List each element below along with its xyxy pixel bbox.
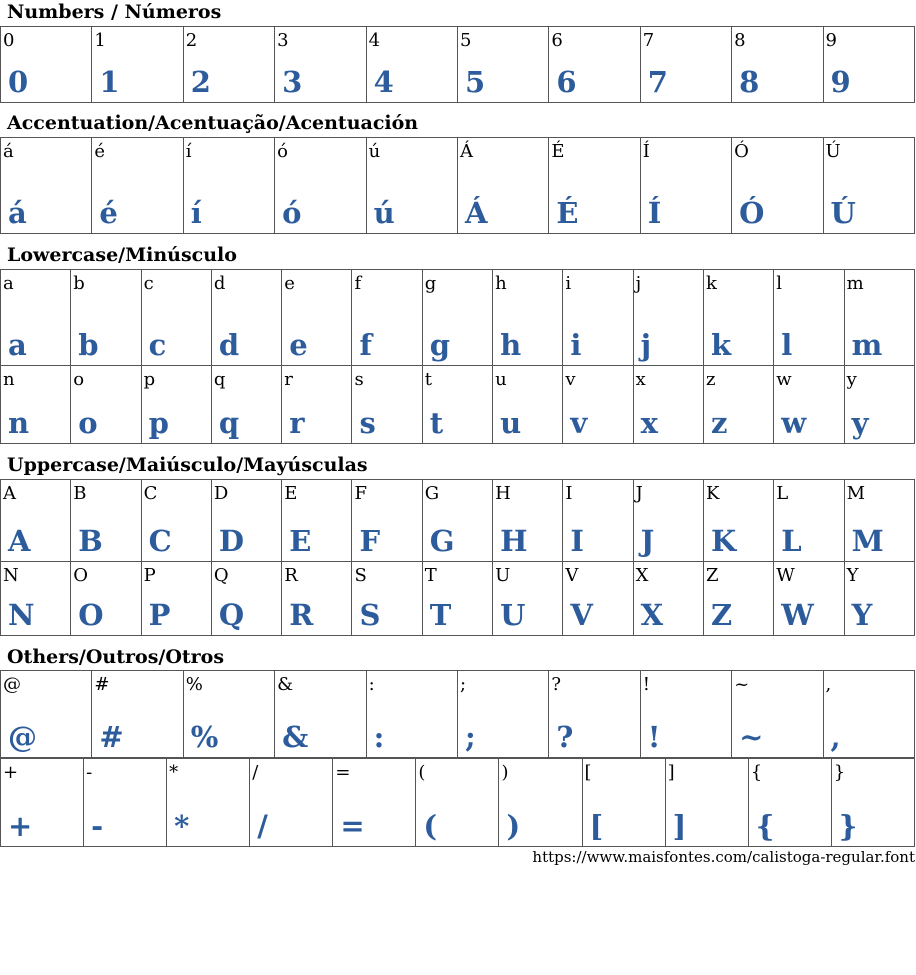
glyph-cell [493,480,563,562]
glyph-label: { [750,762,763,783]
glyph-cell [275,671,366,758]
glyph-cell [275,138,366,234]
glyph-cell [416,759,499,847]
glyph-cell [633,480,703,562]
glyph-sample: J [640,524,655,558]
lowercase-row-2 [1,366,915,444]
glyph-label: Á [459,141,473,162]
glyph-cell [211,366,281,444]
glyph-label: Ó [734,141,749,162]
uppercase-row-2 [1,562,915,636]
glyph-sample: @ [8,720,37,754]
glyph-label: ( [418,762,426,783]
glyph-cell [183,138,274,234]
glyph-label: u [495,369,507,390]
glyph-sample: p [148,406,169,440]
glyph-label: ? [551,674,561,695]
glyph-cell [633,366,703,444]
glyph-sample: S [359,598,381,632]
glyph-label: R [284,565,298,586]
glyph-label: C [143,483,158,504]
glyph-label: b [73,273,85,294]
glyph-cell [250,759,333,847]
glyph-cell [84,759,167,847]
glyph-sample: o [78,406,98,440]
glyph-label: i [565,273,572,294]
glyph-sample: Q [218,598,245,632]
glyph-label: n [3,369,15,390]
glyph-cell [563,366,633,444]
glyph-sample: 6 [556,65,577,99]
glyph-sample: L [781,524,802,558]
glyph-cell [366,138,457,234]
others-row-2 [1,759,915,847]
glyph-cell [703,480,773,562]
glyph-cell [844,480,914,562]
glyph-label: / [252,762,259,783]
glyph-sample: s [359,406,376,440]
glyph-label: [ [584,762,592,783]
glyph-cell [582,759,665,847]
glyph-sample: Í [647,196,662,230]
glyph-sample: ? [556,720,574,754]
glyph-sample: k [710,328,732,362]
glyph-cell [732,27,823,103]
others-grid-2 [0,758,915,847]
numbers-grid [0,26,915,103]
glyph-label: a [3,273,14,294]
glyph-cell [282,366,352,444]
glyph-label: 2 [185,30,198,51]
glyph-sample: r [289,406,305,440]
glyph-label: 0 [3,30,15,51]
glyph-cell [422,480,492,562]
glyph-label: w [776,369,792,390]
glyph-sample: ] [672,809,687,843]
glyph-cell [282,562,352,636]
glyph-label: @ [3,674,21,695]
glyph-label: L [776,483,789,504]
glyph-cell [92,138,183,234]
glyph-label: P [143,565,156,586]
glyph-cell [211,562,281,636]
glyph-sample: 5 [464,65,486,99]
glyph-label: } [833,762,846,783]
glyph-sample: b [78,328,99,362]
glyph-cell [703,366,773,444]
glyph-sample: / [257,809,268,843]
glyph-label: * [169,762,179,783]
glyph-sample: + [8,809,33,843]
glyph-cell [1,759,84,847]
glyph-sample: = [340,809,365,843]
glyph-sample: } [838,809,858,843]
glyph-sample: D [218,524,245,558]
glyph-label: d [213,273,226,294]
glyph-cell [71,270,141,366]
glyph-sample: í [190,196,202,230]
glyph-cell [352,480,422,562]
glyph-cell [633,270,703,366]
glyph-cell [282,480,352,562]
glyph-sample: v [570,406,588,440]
source-url: https://www.maisfontes.com/calistoga-regular.font [532,848,915,866]
glyph-label: X [635,565,649,586]
glyph-cell [141,270,211,366]
glyph-sample: : [373,720,385,754]
glyph-cell [831,759,914,847]
glyph-cell [352,562,422,636]
glyph-label: ) [501,762,509,783]
glyph-label: 3 [277,30,289,51]
glyph-label: ; [459,674,467,695]
glyph-label: g [424,273,437,294]
glyph-cell [1,366,71,444]
glyph-label: I [565,483,573,504]
glyph-label: í [185,141,192,162]
glyph-label: - [86,762,93,783]
glyph-cell [71,562,141,636]
glyph-cell [1,27,92,103]
glyph-sample: É [556,196,579,230]
glyph-sample: - [91,809,104,843]
glyph-sample: H [500,524,528,558]
glyph-cell [493,562,563,636]
glyph-sample: t [429,406,444,440]
glyph-cell [211,270,281,366]
glyph-cell [457,671,548,758]
glyph-label: J [635,483,643,504]
glyph-label: E [284,483,298,504]
glyph-cell [167,759,250,847]
glyph-label: á [3,141,14,162]
glyph-sample: h [500,328,522,362]
glyph-label: W [776,565,795,586]
glyph-cell [493,270,563,366]
glyph-sample: W [781,598,814,632]
glyph-cell [366,671,457,758]
glyph-sample: N [8,598,35,632]
glyph-label: 7 [642,30,655,51]
glyph-sample: B [78,524,103,558]
glyph-sample: 8 [739,65,760,99]
glyph-sample: V [570,598,593,632]
glyph-sample: w [781,406,807,440]
accentuation-grid [0,137,915,234]
glyph-cell [183,671,274,758]
glyph-sample: Ó [739,196,765,230]
glyph-sample: F [359,524,381,558]
glyph-sample: C [148,524,172,558]
glyph-cell [352,366,422,444]
glyph-sample: ; [464,720,476,754]
uppercase-section-title: Uppercase/Maiúsculo/Mayúsculas [7,454,368,476]
numbers-row [1,27,915,103]
glyph-label: S [354,565,367,586]
glyph-label: k [705,273,717,294]
glyph-label: 6 [551,30,563,51]
glyph-sample: 3 [282,65,303,99]
glyph-label: M [846,483,865,504]
glyph-cell [774,480,844,562]
glyph-cell [732,138,823,234]
numbers-section-title: Numbers / Números [7,1,222,23]
glyph-label: D [213,483,229,504]
glyph-cell [703,562,773,636]
glyph-sample: X [640,598,664,632]
glyph-label: v [565,369,576,390]
glyph-cell [1,480,71,562]
glyph-sample: # [99,720,124,754]
glyph-sample: U [500,598,526,632]
glyph-cell [640,671,731,758]
others-section-title: Others/Outros/Otros [7,646,225,668]
glyph-sample: P [148,598,171,632]
glyph-sample: R [289,598,314,632]
glyph-sample: { [755,809,775,843]
glyph-sample: a [8,328,27,362]
glyph-label: H [495,483,511,504]
glyph-label: ] [667,762,675,783]
others-row-1 [1,671,915,758]
glyph-sample: % [190,720,219,754]
glyph-label: F [354,483,367,504]
glyph-label: ! [642,674,650,695]
accentuation-row [1,138,915,234]
glyph-label: z [705,369,716,390]
glyph-label: Y [846,565,859,586]
glyph-label: 4 [368,30,381,51]
glyph-label: ó [277,141,289,162]
glyph-sample: l [781,328,793,362]
glyph-cell [748,759,831,847]
glyph-cell [1,562,71,636]
glyph-cell [563,270,633,366]
glyph-label: t [424,369,433,390]
glyph-label: 1 [94,30,106,51]
glyph-label: 8 [734,30,746,51]
glyph-sample: Á [464,196,488,230]
glyph-cell [549,671,640,758]
glyph-sample: n [8,406,30,440]
glyph-cell [1,270,71,366]
glyph-cell [640,138,731,234]
glyph-cell [71,366,141,444]
glyph-label: p [143,369,156,390]
glyph-sample: 0 [8,65,29,99]
glyph-sample: * [174,809,190,843]
glyph-sample: 2 [190,65,211,99]
glyph-cell [1,671,92,758]
glyph-sample: 9 [830,65,851,99]
glyph-label: s [354,369,364,390]
glyph-sample: g [429,328,451,362]
glyph-sample: ó [282,196,302,230]
glyph-cell [640,27,731,103]
glyph-sample: ú [373,196,395,230]
glyph-cell [665,759,748,847]
glyph-sample: z [710,406,728,440]
glyph-sample: ) [506,809,521,843]
glyph-label: ú [368,141,381,162]
glyph-cell [352,270,422,366]
glyph-cell [563,480,633,562]
glyph-label: Z [705,565,719,586]
glyph-label: ~ [734,674,750,695]
glyph-cell [844,562,914,636]
glyph-sample: y [851,406,869,440]
glyph-cell [774,562,844,636]
glyph-cell [774,270,844,366]
glyph-label: é [94,141,106,162]
glyph-sample: i [570,328,582,362]
glyph-label: o [73,369,85,390]
glyph-cell [422,270,492,366]
uppercase-row-1 [1,480,915,562]
glyph-cell [1,138,92,234]
glyph-sample: , [830,720,841,754]
glyph-cell [823,671,914,758]
glyph-label: , [825,674,832,695]
glyph-label: h [495,273,507,294]
glyph-label: e [284,273,295,294]
glyph-cell [844,366,914,444]
lowercase-grid [0,269,915,444]
glyph-sample: G [429,524,455,558]
glyph-sample: Y [851,598,873,632]
glyph-sample: u [500,406,522,440]
glyph-label: U [495,565,511,586]
glyph-cell [499,759,582,847]
glyph-sample: d [218,328,240,362]
glyph-cell [422,562,492,636]
glyph-label: A [3,483,16,504]
uppercase-grid [0,479,915,636]
glyph-label: = [335,762,351,783]
others-grid-1 [0,670,915,758]
glyph-sample: T [429,598,452,632]
glyph-cell [732,671,823,758]
glyph-cell [141,562,211,636]
glyph-cell [92,27,183,103]
glyph-sample: Z [710,598,733,632]
glyph-label: j [635,273,642,294]
lowercase-row-1 [1,270,915,366]
glyph-cell [282,270,352,366]
glyph-cell [493,366,563,444]
glyph-label: # [94,674,110,695]
glyph-label: q [213,369,226,390]
glyph-cell [211,480,281,562]
glyph-label: x [635,369,646,390]
glyph-cell [71,480,141,562]
glyph-sample: A [8,524,31,558]
glyph-cell [183,27,274,103]
glyph-label: % [185,674,203,695]
glyph-label: f [354,273,362,294]
glyph-label: É [551,141,565,162]
glyph-cell [774,366,844,444]
glyph-sample: M [851,524,884,558]
glyph-label: Ú [825,141,841,162]
glyph-sample: K [710,524,737,558]
glyph-label: + [3,762,19,783]
glyph-label: O [73,565,89,586]
glyph-cell [549,138,640,234]
glyph-cell [457,27,548,103]
glyph-cell [92,671,183,758]
glyph-cell [141,480,211,562]
glyph-sample: q [218,406,240,440]
glyph-cell [366,27,457,103]
glyph-label: T [424,565,437,586]
glyph-label: & [277,674,294,695]
glyph-label: r [284,369,293,390]
glyph-label: 5 [459,30,472,51]
glyph-label: y [846,369,857,390]
glyph-cell [823,138,914,234]
glyph-label: m [846,273,864,294]
glyph-sample: m [851,328,883,362]
glyph-cell [844,270,914,366]
glyph-label: V [565,565,579,586]
glyph-label: : [368,674,375,695]
glyph-sample: 1 [99,65,120,99]
glyph-sample: 7 [647,65,668,99]
glyph-sample: 4 [373,65,394,99]
glyph-label: K [705,483,720,504]
glyph-sample: ( [423,809,438,843]
glyph-label: B [73,483,87,504]
glyph-label: l [776,273,783,294]
glyph-sample: Ú [830,196,856,230]
glyph-sample: f [359,328,372,362]
glyph-cell [563,562,633,636]
accentuation-section-title: Accentuation/Acentuação/Acentuación [7,112,419,134]
glyph-cell [703,270,773,366]
glyph-sample: x [640,406,658,440]
glyph-label: N [3,565,19,586]
glyph-sample: I [570,524,584,558]
glyph-sample: e [289,328,308,362]
glyph-cell [823,27,914,103]
glyph-cell [549,27,640,103]
glyph-cell [422,366,492,444]
glyph-cell [275,27,366,103]
glyph-sample: ~ [739,720,764,754]
glyph-label: Í [642,141,650,162]
glyph-sample: O [78,598,104,632]
glyph-label: Q [213,565,229,586]
glyph-sample: é [99,196,118,230]
glyph-cell [457,138,548,234]
glyph-cell [633,562,703,636]
glyph-sample: c [148,328,167,362]
glyph-label: G [424,483,440,504]
glyph-sample: & [282,720,309,754]
lowercase-section-title: Lowercase/Minúsculo [7,244,237,266]
glyph-cell [333,759,416,847]
glyph-cell [141,366,211,444]
glyph-sample: j [640,328,652,362]
glyph-sample: ! [647,720,661,754]
glyph-label: 9 [825,30,837,51]
glyph-sample: E [289,524,312,558]
glyph-sample: á [8,196,27,230]
glyph-label: c [143,273,154,294]
glyph-sample: [ [589,809,604,843]
